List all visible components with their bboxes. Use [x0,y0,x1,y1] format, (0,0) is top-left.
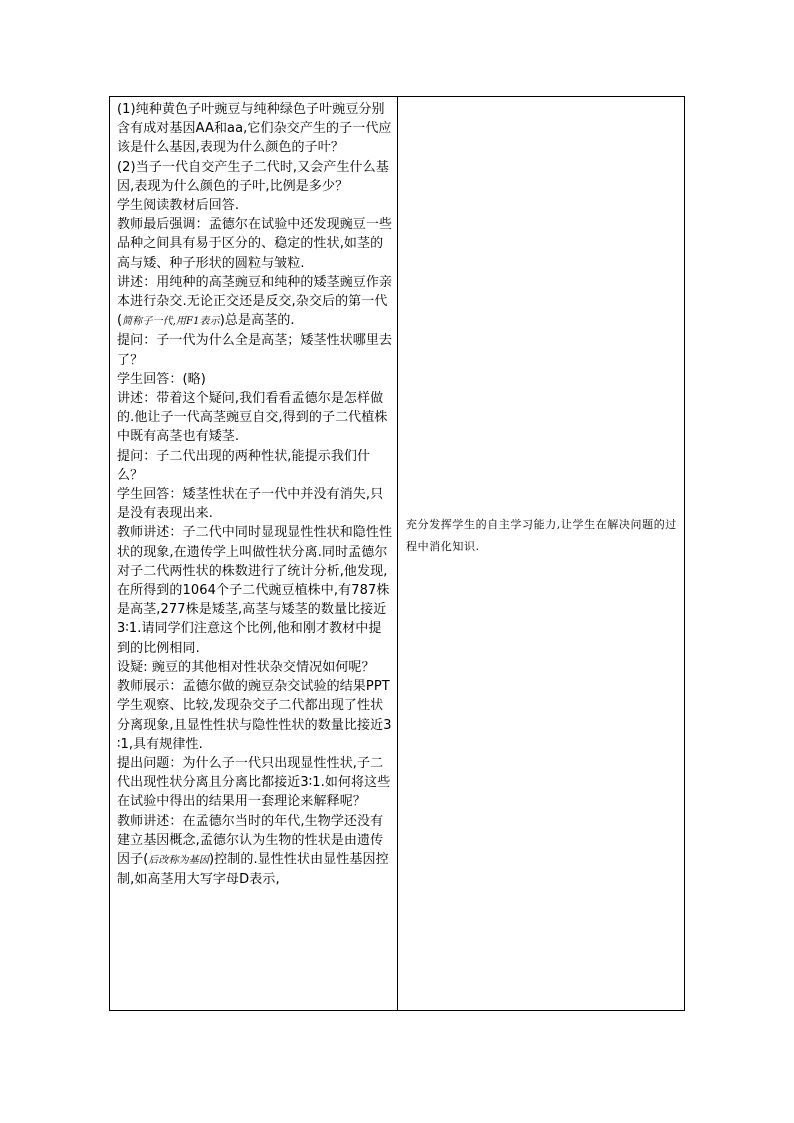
teacher-factors: 教师讲述：在孟德尔当时的年代,生物学还没有建立基因概念,孟德尔认为生物的性状是由遗传因子(后改称为基因)控制的.显性性状由显性基因控制,如高茎用大写字母D表示, [117,813,389,888]
question-1: (1)纯种黄色子叶豌豆与纯种绿色子叶豌豆分别含有成对基因AA和aa,它们杂交产生的子一代应该是什么基因,表现为什么颜色的子叶？ [117,102,392,156]
lecture-selfing: 讲述：带着这个疑问,我们看看孟德尔是怎样做的.他让子一代高茎豌豆自交,得到的子二代植株中既有高茎也有矮茎. [117,391,388,445]
design-intent-text: 充分发挥学生的自主学习能力,让学生在解决问题的过程中消化知识. [406,518,677,553]
question-f2: 提问：子二代出现的两种性状,能提示我们什么？ [117,448,371,483]
student-activity: 学生阅读教材后回答. [117,198,240,214]
student-answer-2: 学生回答：矮茎性状在子一代中并没有消失,只是没有表现出来. [117,487,384,522]
design-intent-cell [406,514,680,558]
teacher-segregation: 教师讲述：子二代中同时显现显性性状和隐性性状的现象,在遗传学上叫做性状分离.同时孟德尔对子二代两性状的株数进行了统计分析,他发现,在所得到的1064个子二代豌豆植株中,有787株是高茎,277株是矮茎,高茎与矮茎的数量比接近3∶1.请同学们注意这个比例,他和刚才教材中提到的比例相同. [117,525,393,656]
question-2: (2)当子一代自交产生子二代时,又会产生什么基因,表现为什么颜色的子叶,比例是多少？ [117,159,389,194]
column-divider [397,97,398,1010]
teaching-process-cell [117,100,393,889]
teacher-display: 教师展示：孟德尔做的豌豆杂交试验的结果PPT学生观察、比较,发现杂交子二代都出现了性状分离现象,且显性性状与隐性性状的数量比接近3∶1,具有规律性. [117,679,392,752]
teacher-emphasis: 教师最后强调：孟德尔在试验中还发现豌豆一些品种之间具有易于区分的、稳定的性状,如茎的高与矮、种子形状的圆粒与皱粒. [117,217,393,271]
lecture-cross: 讲述：用纯种的高茎豌豆和纯种的矮茎豌豆作亲本进行杂交.无论正交还是反交,杂交后的第一代(简称子一代,用F1表示)总是高茎的. [117,274,393,329]
raise-question: 提出问题：为什么子一代只出现显性性状,子二代出现性状分离且分离比都接近3∶1.如何将这些在试验中得出的结果用一套理论来解释呢？ [117,755,391,810]
question-f1: 提问：子一代为什么全是高茎；矮茎性状哪里去了？ [117,333,393,368]
lesson-table [109,96,685,1011]
inquiry: 设疑: 豌豆的其他相对性状杂交情况如何呢？ [117,659,375,675]
student-answer-1: 学生回答：(略) [117,371,206,387]
